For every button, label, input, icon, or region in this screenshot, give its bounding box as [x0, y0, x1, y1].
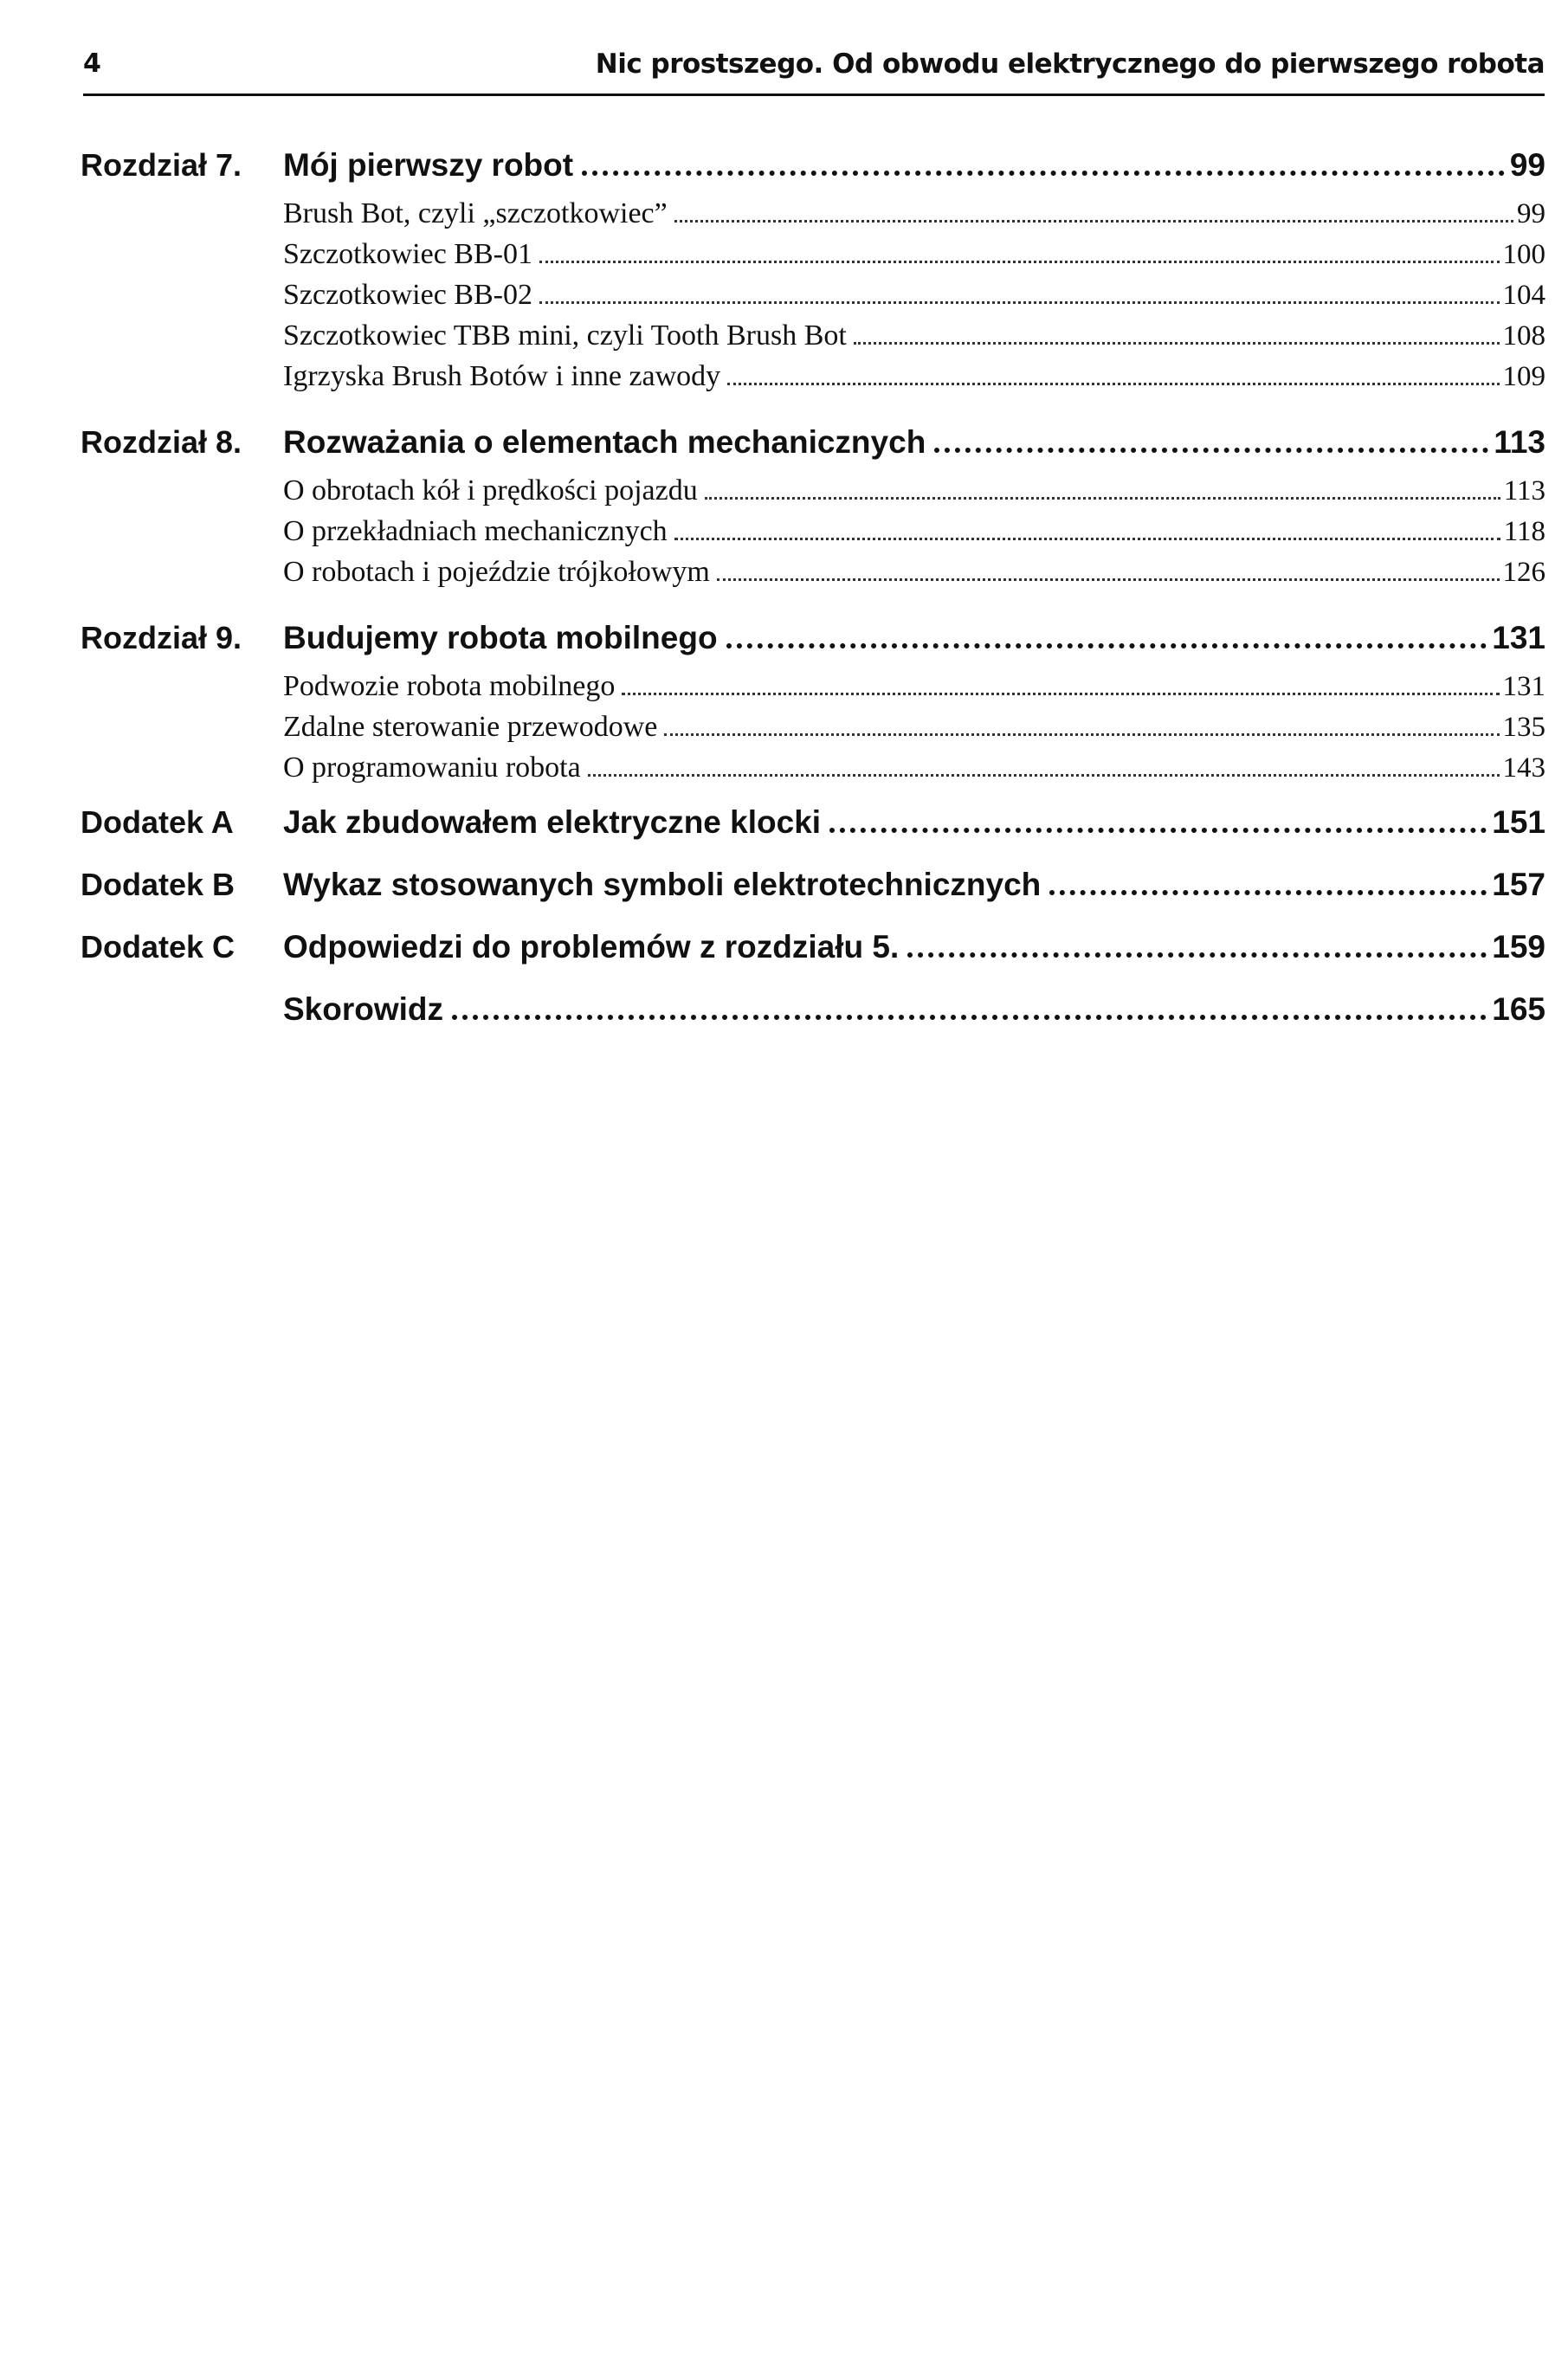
section-page: 131 [1502, 671, 1545, 702]
dot-leader [934, 448, 1488, 453]
appendix-title: Odpowiedzi do problemów z rozdziału 5. [283, 929, 900, 965]
dot-leader [1049, 890, 1487, 895]
dot-leader [539, 261, 1500, 263]
dot-leader [452, 1015, 1487, 1020]
index-page: 165 [1492, 991, 1545, 1027]
chapter-page: 99 [1509, 147, 1545, 183]
dot-leader [717, 578, 1500, 581]
section-title: Zdalne sterowanie przewodowe [283, 711, 658, 743]
toc-chapter-7 [81, 147, 1545, 401]
running-title: Nic prostszego. Od obwodu elektrycznego do pierwszego robota [595, 48, 1545, 80]
dot-leader [582, 171, 1505, 176]
appendix-page: 151 [1492, 804, 1545, 840]
section-page: 118 [1503, 516, 1545, 547]
chapter-label: Rozdział 8. [81, 424, 242, 460]
toc-section[interactable] [283, 197, 1545, 238]
chapter-title: Mój pierwszy robot [283, 147, 574, 183]
dot-leader [727, 383, 1499, 385]
spacer [81, 792, 1545, 804]
section-page: 99 [1517, 198, 1545, 229]
toc-appendix-c[interactable] [81, 929, 1545, 979]
section-title: O programowaniu robota [283, 752, 581, 784]
spacer [81, 979, 1545, 991]
spacer [81, 917, 1545, 929]
toc-section[interactable] [283, 556, 1545, 597]
appendix-label: Dodatek C [81, 929, 236, 965]
chapter-label: Rozdział 9. [81, 620, 242, 655]
page-number: 4 [83, 48, 101, 79]
toc-chapter-8 [81, 424, 1545, 597]
section-page: 104 [1502, 280, 1545, 311]
appendix-label: Dodatek B [81, 867, 236, 902]
chapter-label: Rozdział 7. [81, 147, 242, 183]
toc-section[interactable] [283, 238, 1545, 279]
section-title: Igrzyska Brush Botów i inne zawody [283, 360, 721, 392]
section-title: O obrotach kół i prędkości pojazdu [283, 474, 698, 506]
section-title: O robotach i pojeździe trójkołowym [283, 556, 710, 588]
toc-section[interactable] [283, 752, 1545, 792]
dot-leader [726, 643, 1487, 648]
chapter-title: Budujemy robota mobilnego [283, 620, 718, 655]
section-page: 108 [1502, 320, 1545, 352]
index-title: Skorowidz [283, 991, 444, 1027]
toc-section[interactable] [283, 319, 1545, 360]
section-page: 113 [1503, 475, 1545, 506]
section-title: Szczotkowiec BB-01 [283, 238, 532, 270]
dot-leader [539, 301, 1500, 304]
page-header [83, 42, 1545, 96]
toc-index[interactable] [81, 991, 1545, 1042]
appendix-label: Dodatek A [81, 804, 234, 840]
toc-appendix-b[interactable] [81, 867, 1545, 917]
section-page: 135 [1502, 712, 1545, 743]
spacer [81, 855, 1545, 867]
chapter-heading[interactable] [81, 620, 1545, 670]
appendix-page: 157 [1492, 867, 1545, 902]
toc-section[interactable] [283, 474, 1545, 515]
dot-leader [705, 497, 1500, 500]
dot-leader [907, 952, 1487, 958]
toc-section[interactable] [283, 670, 1545, 711]
chapter-page: 113 [1494, 424, 1545, 460]
toc-section[interactable] [283, 711, 1545, 752]
table-of-contents [81, 147, 1545, 1042]
dot-leader [674, 538, 1500, 540]
section-page: 100 [1502, 239, 1545, 270]
spacer [81, 401, 1545, 424]
dot-leader [674, 220, 1513, 223]
toc-section[interactable] [283, 515, 1545, 556]
appendix-title: Jak zbudowałem elektryczne klocki [283, 804, 822, 840]
toc-section[interactable] [283, 279, 1545, 319]
dot-leader [664, 733, 1499, 736]
section-title: Szczotkowiec BB-02 [283, 279, 532, 311]
section-page: 143 [1502, 752, 1545, 784]
dot-leader [622, 693, 1499, 695]
section-page: 109 [1502, 361, 1545, 392]
toc-appendix-a[interactable] [81, 804, 1545, 855]
appendix-title: Wykaz stosowanych symboli elektrotechnicznych [283, 867, 1042, 902]
dot-leader [588, 774, 1500, 777]
section-title: Brush Bot, czyli „szczotkowiec” [283, 197, 668, 229]
dot-leader [829, 828, 1487, 833]
section-title: Podwozie robota mobilnego [283, 670, 616, 702]
appendix-page: 159 [1492, 929, 1545, 965]
toc-chapter-9 [81, 620, 1545, 792]
section-title: O przekładniach mechanicznych [283, 515, 668, 547]
section-title: Szczotkowiec TBB mini, czyli Tooth Brush Bot [283, 319, 847, 352]
spacer [81, 597, 1545, 620]
chapter-page: 131 [1492, 620, 1545, 655]
section-page: 126 [1502, 557, 1545, 588]
toc-section[interactable] [283, 360, 1545, 401]
chapter-heading[interactable] [81, 147, 1545, 197]
chapter-title: Rozważania o elementach mechanicznych [283, 424, 926, 460]
dot-leader [854, 342, 1500, 345]
chapter-heading[interactable] [81, 424, 1545, 474]
